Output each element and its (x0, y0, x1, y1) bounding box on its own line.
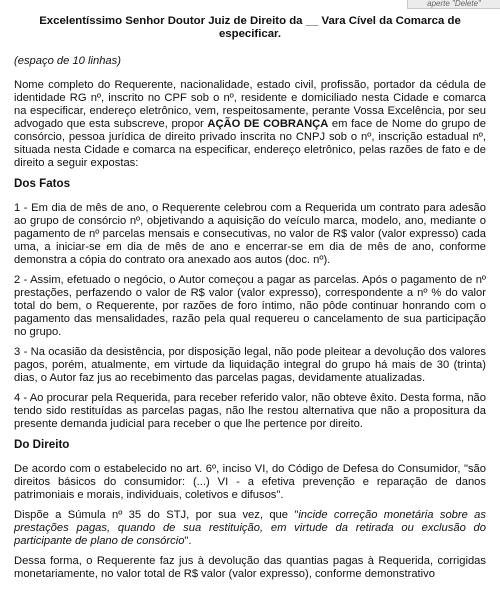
spacing-note: (espaço de 10 linhas) (14, 55, 121, 67)
document-page (14, 15, 486, 588)
fatos-paragraph-2: 2 - Assim, efetuado o negócio, o Autor começou a pagar as parcelas. Após o pagamento de nº prestações, perfazendo o valor de R$ valor (valor expresso), correspondente a nº % do valor total do bem, o Requerente, por razões de foro íntimo, não pôde continuar honrando com o pagamento das mensalidades, razão pela qual requereu o cancelamento de sua participação no grupo. (14, 274, 486, 338)
intro-paragraph (14, 79, 486, 170)
document-title: Excelentíssimo Senhor Doutor Juiz de Direito da __ Vara Cível da Comarca de especificar. (39, 15, 461, 40)
intro-text-after: em face de Nome do grupo de consórcio, pessoa jurídica de direito privado inscrita no CNPJ sob o nº, inscrição estadual nº, situada nesta Cidade e comarca na especificar, endereço eletrônico, pelas razões de fato e de direito a seguir expostas: (14, 118, 486, 169)
fatos-paragraph-4: 4 - Ao procurar pela Requerida, para receber referido valor, não obteve êxito. Desta forma, não tendo sido restituídas as parcelas pagas, não lhe restou alternativa que não a propositura da presente demanda judicial para receber o que lhe pertence por direito. (14, 392, 486, 430)
section-heading-direito: Do Direito (14, 438, 70, 451)
direito-paragraph-3: Dessa forma, o Requerente faz jus à devolução das quantias pagas à Requerida, corrigidas monetariamente, no valor total de R$ valor (valor expresso), conforme demonstrativo (14, 555, 486, 580)
direito-2-after: ". (184, 535, 192, 547)
intro-text-before: Nome completo do Requerente, nacionalidade, estado civil, profissão, portador da cédula de identidade RG nº, inscrito no CPF sob o nº, residente e domiciliado nesta Cidade e comarca na especificar, endereço eletrônico, vem, respeitosamente, perante Vossa Excelência, por seu advogado que esta subscreve, propor (14, 79, 486, 130)
delete-hint-tooltip: aperte "Delete" (407, 0, 500, 9)
direito-paragraph-2 (14, 509, 486, 548)
section-heading-fatos: Dos Fatos (14, 177, 71, 190)
direito-2-before: Dispõe a Súmula nº 35 do STJ, por sua vez, que " (14, 509, 299, 521)
fatos-paragraph-1: 1 - Em dia de mês de ano, o Requerente celebrou com a Requerida um contrato para adesão ao grupo de consórcio nº, objetivando a aquisição do veículo marca, modelo, ano, mediante o pagamento de nº parcelas mensais e consecutivas, no valor de R$ valor (valor expresso) cada uma, a iniciar-se em dia de mês de ano e encerrar-se em dia de mês de ano, conforme demonstra a cópia do contrato ora anexado aos autos (doc. nº). (14, 202, 486, 266)
direito-paragraph-1: De acordo com o estabelecido no art. 6º, inciso VI, do Código de Defesa do Consumidor, "são direitos básicos do consumidor: (...) VI - a efetiva prevenção e reparação de danos patrimoniais e morais, individuais, coletivos e difusos". (14, 463, 486, 501)
action-name: AÇÃO DE COBRANÇA (207, 118, 329, 130)
fatos-paragraph-3: 3 - Na ocasião da desistência, por disposição legal, não pode pleitear a devolução dos valores pagos, porém, atualmente, em virtude da liquidação integral do grupo há mais de 30 (trinta) dias, o Autor faz jus ao recebimento das parcelas pagas, devidamente atualizadas. (14, 346, 486, 384)
sumula-quote: incide correção monetária sobre as prestações pagas, quando de sua restituição, em virtude da retirada ou exclusão do participante de plano de consórcio (14, 509, 486, 547)
